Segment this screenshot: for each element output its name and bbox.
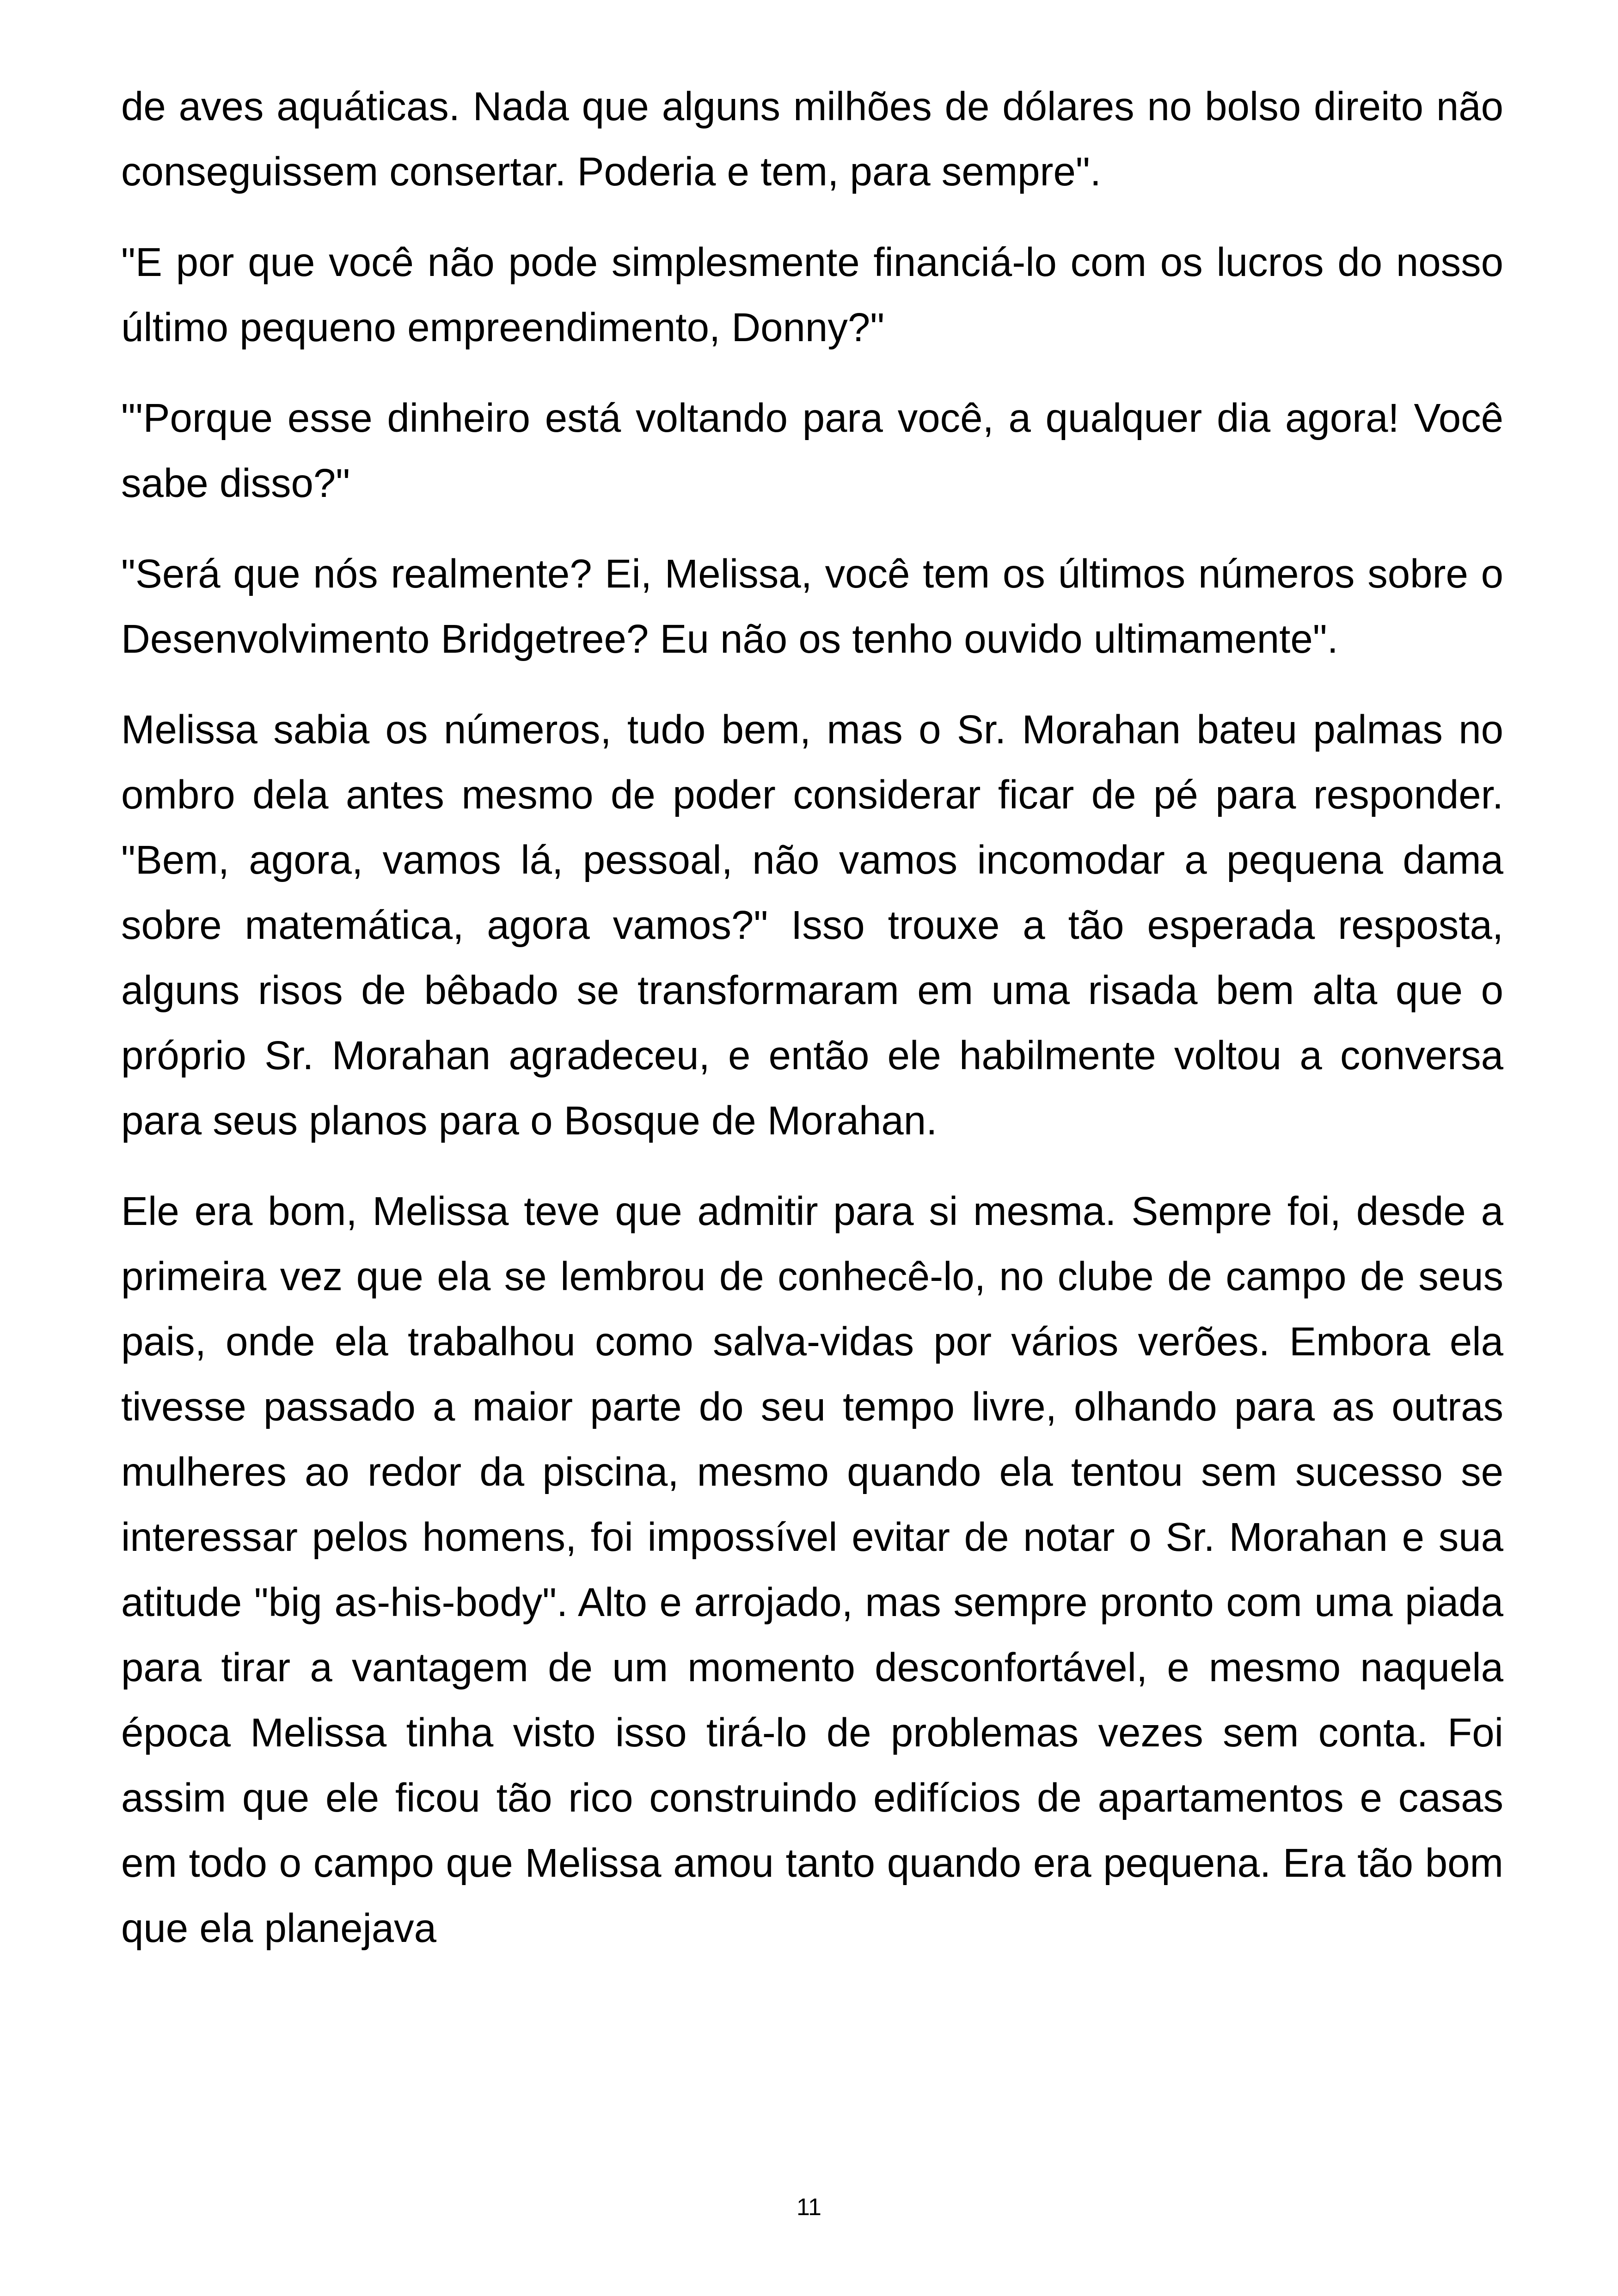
paragraph: de aves aquáticas. Nada que alguns milhões de dólares no bolso direito não conseguissem consertar. Poderia e tem, para sempre".	[121, 84, 1503, 194]
paragraph: "Será que nós realmente? Ei, Melissa, você tem os últimos números sobre o Desenvolvimento Bridgetree? Eu não os tenho ouvido ultimamente".	[121, 551, 1503, 661]
body-text	[121, 74, 1503, 1986]
paragraph: "E por que você não pode simplesmente financiá-lo com os lucros do nosso último pequeno empreendimento, Donny?"	[121, 240, 1503, 350]
paragraph: "'Porque esse dinheiro está voltando para você, a qualquer dia agora! Você sabe disso?"	[121, 396, 1503, 506]
paragraph: Ele era bom, Melissa teve que admitir para si mesma. Sempre foi, desde a primeira vez que ela se lembrou de conhecê-lo, no clube de campo de seus pais, onde ela trabalhou como salva-vidas por vários verões. Embora ela tivesse passado a maior parte do seu tempo livre, olhando para as outras mulheres ao redor da piscina, mesmo quando ela tentou sem sucesso se interessar pelos homens, foi impossível evitar de notar o Sr. Morahan e sua atitude "big as-his-body". Alto e arrojado, mas sempre pronto com uma piada para tirar a vantagem de um momento desconfortável, e mesmo naquela época Melissa tinha visto isso tirá-lo de problemas vezes sem conta. Foi assim que ele ficou tão rico construindo edifícios de apartamentos e casas em todo o campo que Melissa amou tanto quando era pequena. Era tão bom que ela planejava	[121, 1189, 1503, 1951]
paragraph: Melissa sabia os números, tudo bem, mas o Sr. Morahan bateu palmas no ombro dela antes mesmo de poder considerar ficar de pé para responder. "Bem, agora, vamos lá, pessoal, não vamos incomodar a pequena dama sobre matemática, agora vamos?" Isso trouxe a tão esperada resposta, alguns risos de bêbado se transformaram em uma risada bem alta que o próprio Sr. Morahan agradeceu, e então ele habilmente voltou a conversa para seus planos para o Bosque de Morahan.	[121, 707, 1503, 1143]
page-number: 11	[797, 2194, 821, 2221]
